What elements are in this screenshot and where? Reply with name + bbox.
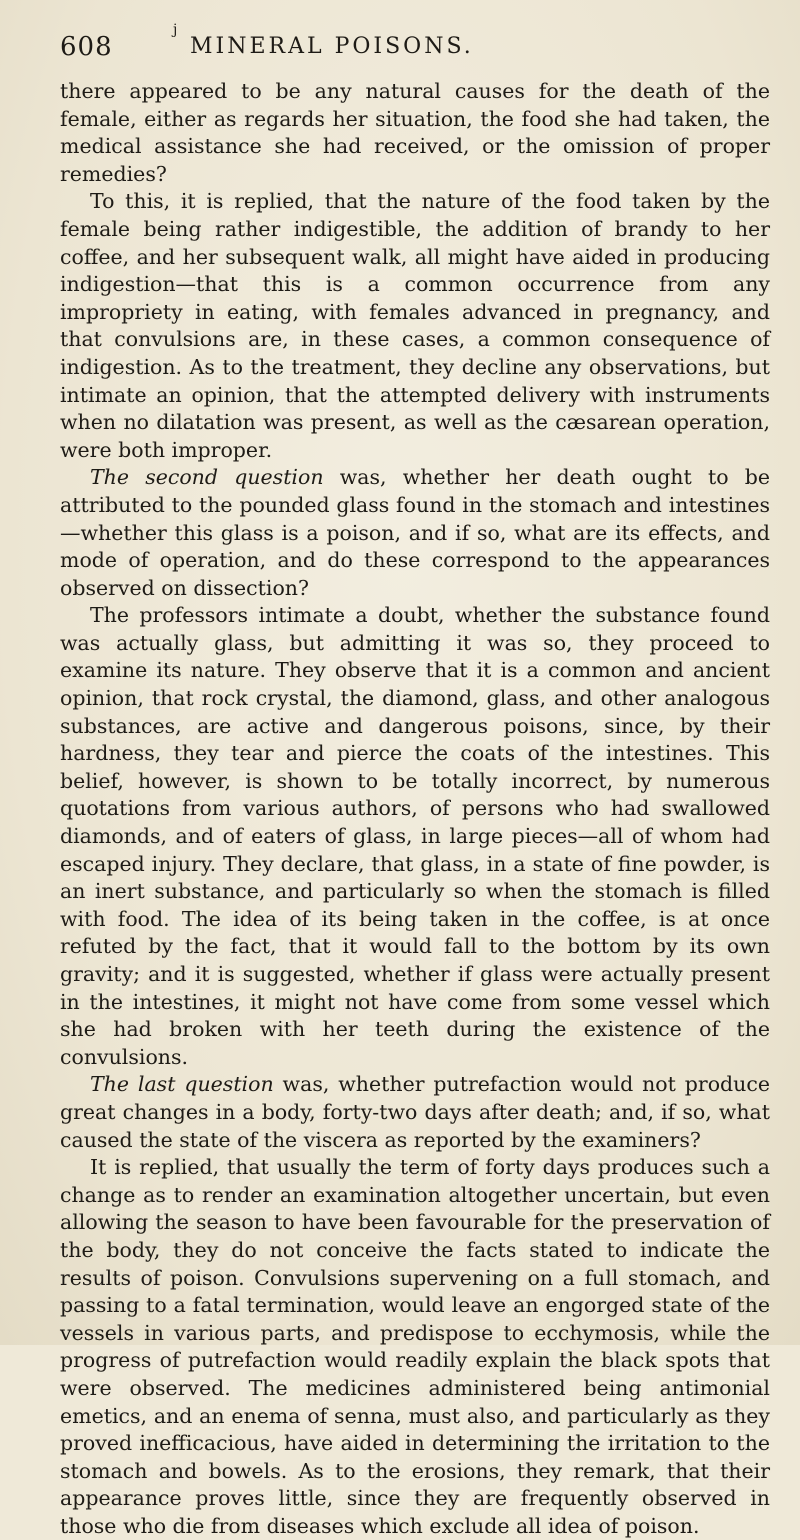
question-lead: The second question xyxy=(90,465,324,490)
paragraph-6: It is replied, that usually the term of forty days produces such a change as to render an examination altogether uncertain, but even allowing the season to have been favourable for the preservation of the body, they do not conceive the facts stated to indicate the results of poison. Convulsions supervening on a full stomach, and passing to a fatal termination, would leave an engorged state of the vessels in various parts, and predispose to ecchymosis, while the progress of putrefaction would readily explain the black spots that were observed. The medicines administered being antimonial emetics, and an enema of senna, must also, and particularly as they proved inefficacious, have aided in determining the irritation to the stomach and bowels. As to the erosions, they remark, that their appearance proves little, since they are frequently observed in those who die from diseases which exclude all idea of poison. xyxy=(60,1155,770,1538)
printer-mark: j xyxy=(173,22,178,38)
page-number: 608 xyxy=(60,32,113,62)
paragraph-5: The last question was, whether putrefaction would not produce great changes in a body, forty-two days after death; and, if so, what caused the state of the viscera as reported by the examiners? xyxy=(60,1072,770,1152)
paragraph-4: The professors intimate a doubt, whether the substance found was actually glass, but admitting it was so, they proceed to examine its nature. They observe that it is a common and ancient opinion, that rock crystal, the diamond, glass, and other analogous substances, are active and dangerous poisons, since, by their hardness, they tear and pierce the coats of the intestines. This belief, however, is shown to be totally incorrect, by numerous quotations from various authors, of persons who had swallowed diamonds, and of eaters of glass, in large pieces—all of whom had escaped injury. They declare, that glass, in a state of fine powder, is an inert substance, and particularly so when the stomach is filled with food. The idea of its being taken in the coffee, is at once refuted by the fact, that it would fall to the bottom by its own gravity; and it is suggested, whether if glass were actually present in the intestines, it might not have come from some vessel which she had broken with her teeth during the existence of the convulsions. xyxy=(60,603,770,1069)
paragraph-3: The second question was, whether her death ought to be attributed to the pounded glass found in the stomach and intestines—whether this glass is a poison, and if so, what are its effects, and mode of operation, and do these correspond to the appearances observed on dissection? xyxy=(60,465,770,600)
body-text xyxy=(60,78,770,1540)
question-lead: The last question xyxy=(90,1072,274,1097)
paragraph-2: To this, it is replied, that the nature of the food taken by the female being rather indigestible, the addition of brandy to her coffee, and her subsequent walk, all might have aided in producing indigestion—that this is a common occurrence from any impropriety in eating, with females advanced in pregnancy, and that convulsions are, in these cases, a common consequence of indigestion. As to the treatment, they decline any observations, but intimate an opinion, that the attempted delivery with instruments when no dilatation was present, as well as the cæsarean operation, were both improper. xyxy=(60,189,770,462)
paragraph-1: there appeared to be any natural causes for the death of the female, either as regards her situation, the food she had taken, the medical assistance she had received, or the omission of proper remedies? xyxy=(60,79,770,186)
page-header xyxy=(60,22,780,62)
running-head: MINERAL POISONS. xyxy=(190,34,474,59)
